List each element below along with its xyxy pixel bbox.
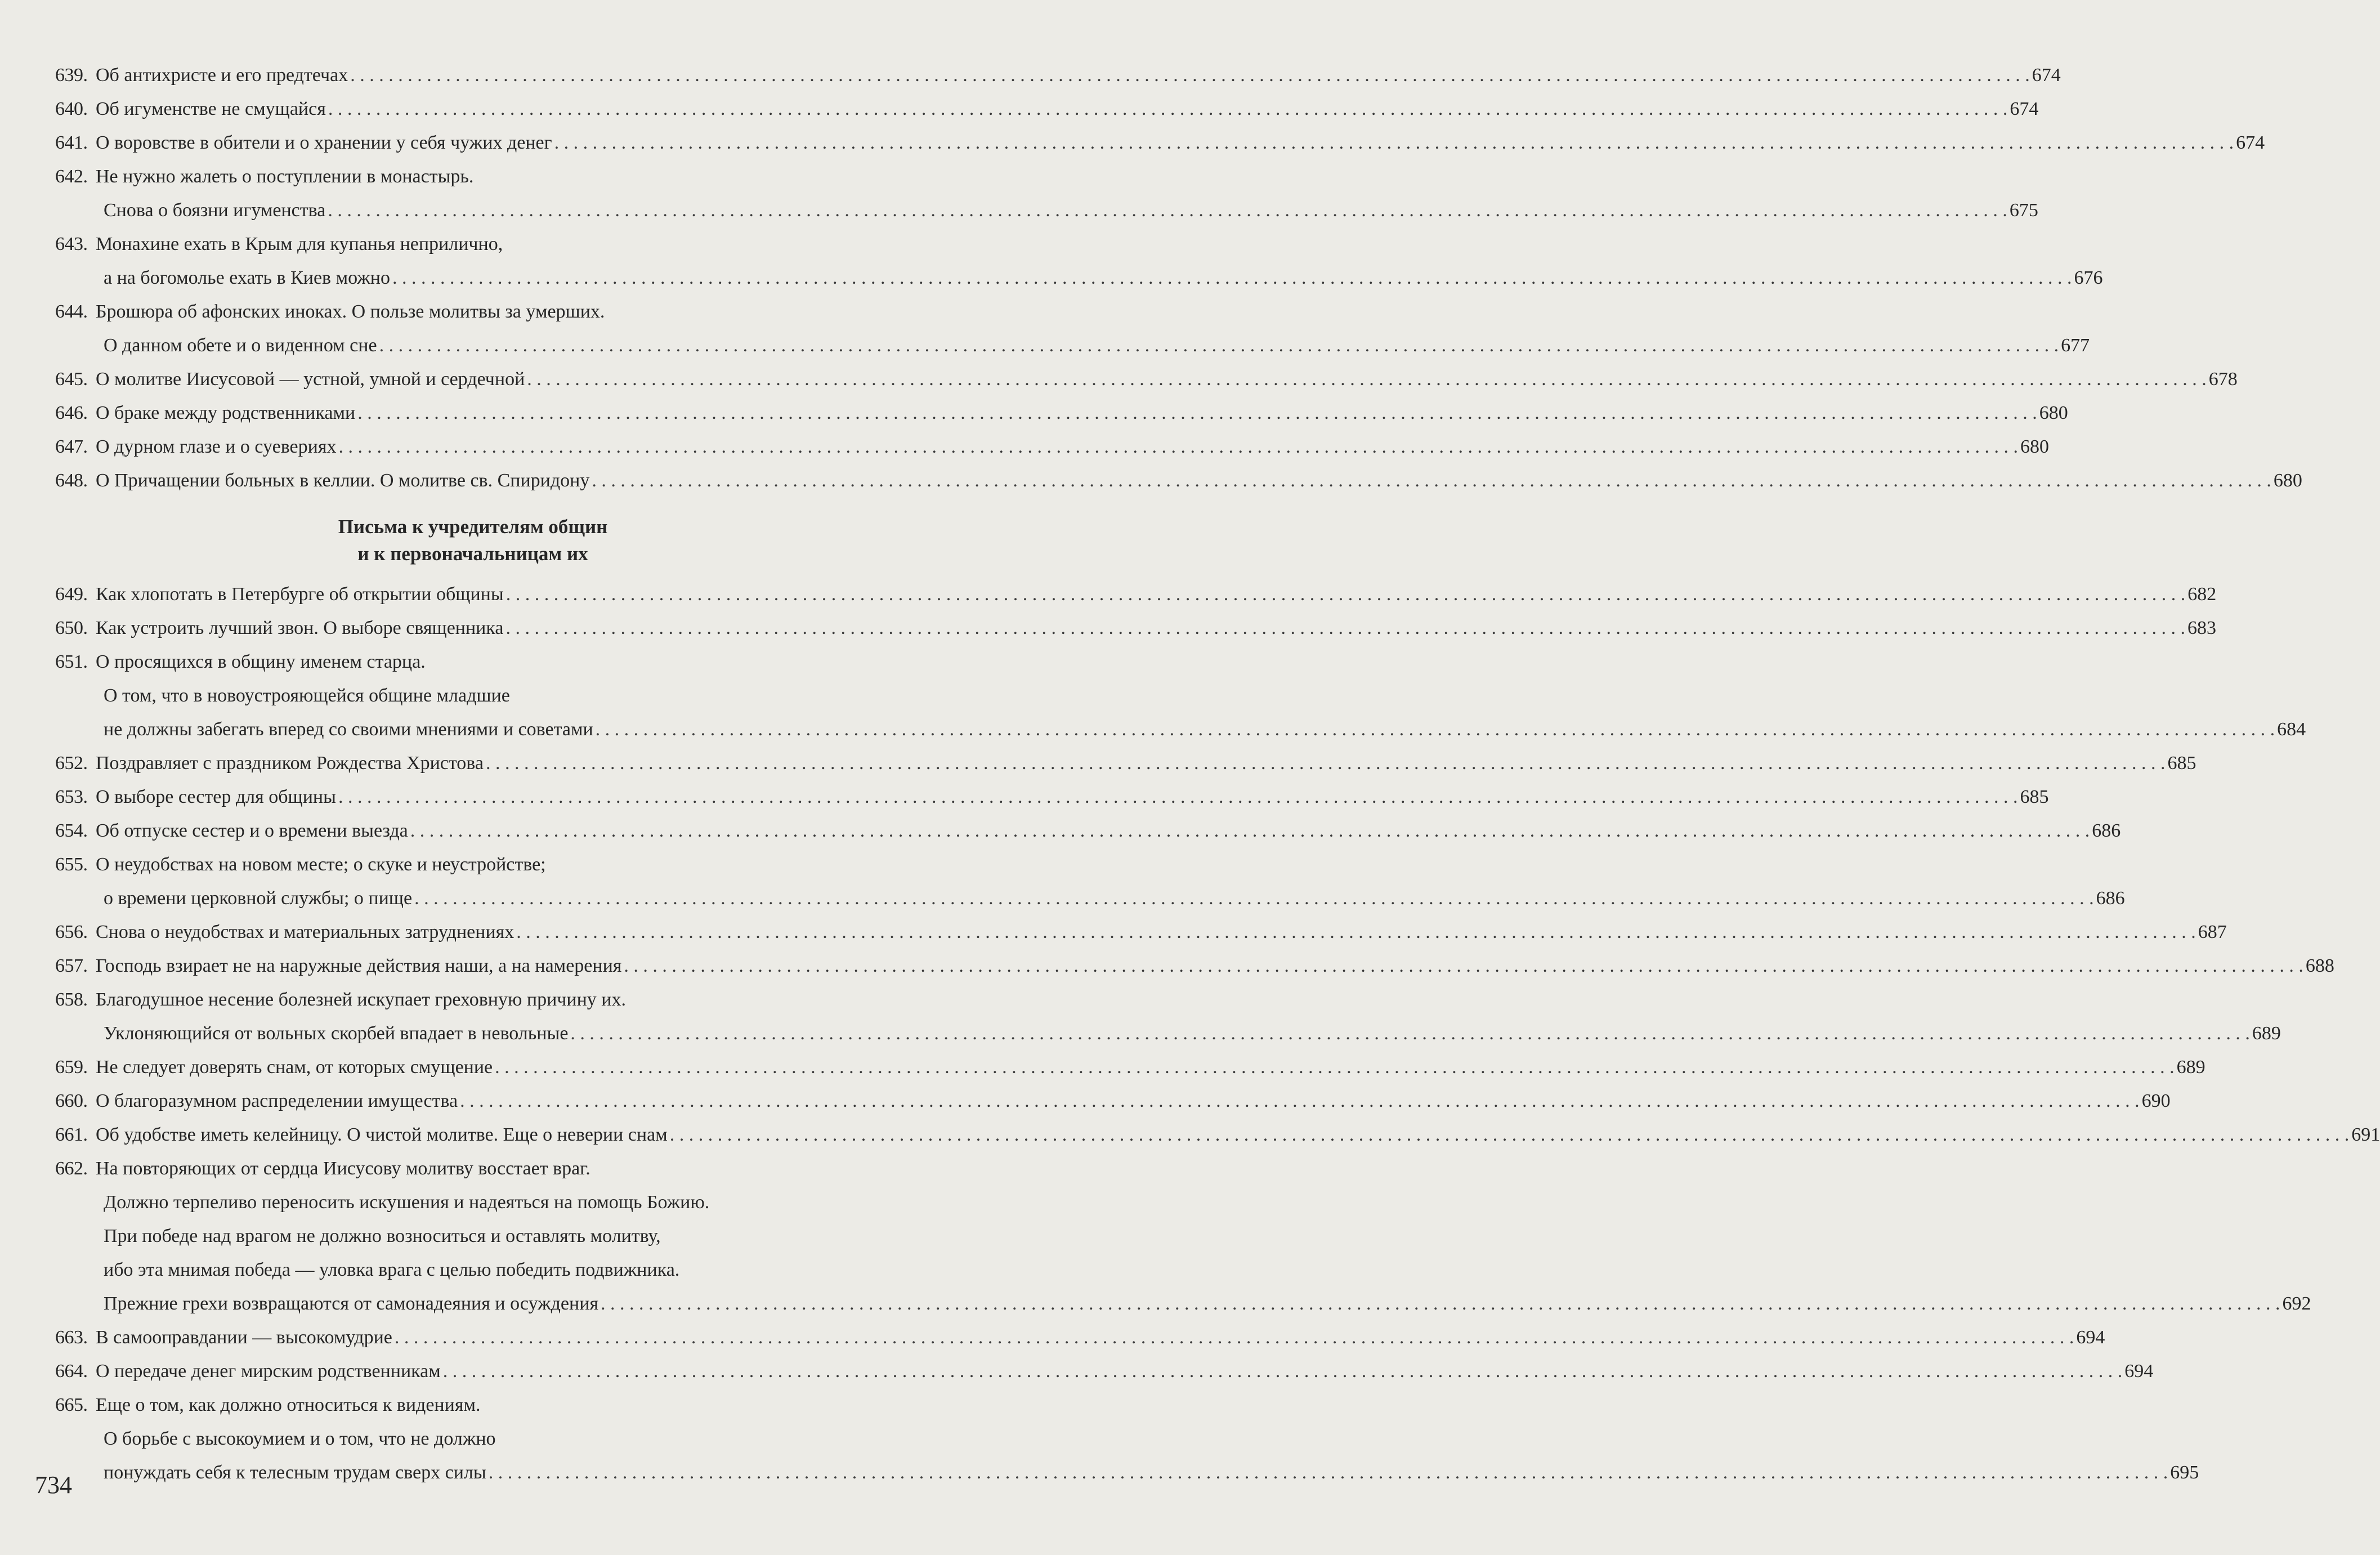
dot-leader — [460, 1084, 2140, 1118]
dot-leader — [570, 1017, 2250, 1051]
page-number: 734 — [35, 1471, 72, 1499]
toc-entry-title: Поздравляет с праздником Рождества Христова — [96, 753, 484, 774]
toc-entry — [55, 1051, 2205, 1084]
toc-entry-page: 689 — [2176, 1057, 2205, 1078]
toc-entry-title: О благоразумном распределении имущества — [96, 1091, 458, 1111]
toc-entry-page: 677 — [2061, 335, 2090, 356]
toc-entry — [55, 611, 2216, 645]
toc-entry-page: 684 — [2277, 719, 2306, 740]
toc-entry-page: 695 — [2170, 1462, 2199, 1483]
toc-entry-title: Как устроить лучший звон. О выборе священника — [96, 618, 504, 638]
toc-entry-title: ибо эта мнимая победа — уловка врага с целью победить подвижника. — [104, 1259, 680, 1280]
toc-entry-number: 645. — [55, 369, 88, 390]
toc-entry-title: Об антихристе и его предтечах — [96, 65, 348, 86]
dot-leader — [410, 814, 2090, 848]
toc-entry-title: О дурном глазе и о суевериях — [96, 436, 337, 457]
toc-entry — [55, 1355, 2154, 1388]
toc-entry-title: о времени церковной службы; о пище — [104, 888, 413, 909]
toc-entry-number: 658. — [55, 989, 88, 1010]
dot-leader — [670, 1118, 2350, 1152]
dot-leader — [443, 1355, 2123, 1388]
toc-entry-page: 688 — [2305, 955, 2334, 976]
dot-leader — [527, 363, 2207, 396]
toc-entry-title: О молитве Иисусовой — устной, умной и сердечной — [96, 369, 525, 390]
toc-entry — [55, 983, 2281, 1051]
dot-leader — [516, 915, 2196, 949]
dot-leader — [392, 261, 2072, 295]
toc-entry-page: 680 — [2039, 403, 2068, 423]
toc-entry-page: 692 — [2282, 1293, 2311, 1314]
toc-entry — [55, 848, 2125, 915]
toc-entry — [55, 1152, 2311, 1321]
toc-entry — [55, 1118, 2380, 1152]
toc-entry-page: 680 — [2273, 470, 2302, 491]
toc-entry-page: 686 — [2096, 888, 2125, 909]
toc-entry-number: 648. — [55, 470, 88, 491]
toc-entry-number: 659. — [55, 1057, 88, 1078]
section-heading-line-1: Письма к учредителям общин — [338, 516, 608, 538]
toc-entry-page: 685 — [2167, 753, 2196, 774]
dot-leader — [395, 1321, 2074, 1355]
toc-entry-number: 653. — [55, 787, 88, 807]
dot-leader — [328, 92, 2008, 126]
toc-entry-number: 663. — [55, 1327, 88, 1348]
toc-entry-page: 676 — [2074, 267, 2103, 288]
toc-entry-title: О выборе сестер для общины — [96, 787, 336, 807]
toc-entry-title: При победе над врагом не должно возноситься и оставлять молитву, — [104, 1226, 661, 1246]
toc-entry-title: О данном обете и о виденном сне — [104, 335, 377, 356]
toc-entry-page: 689 — [2252, 1023, 2281, 1044]
dot-leader — [506, 578, 2186, 611]
toc-entry-title: Об игуменстве не смущайся — [96, 99, 326, 119]
toc-entry — [55, 1388, 2199, 1490]
toc-entry-number: 646. — [55, 403, 88, 423]
dot-leader — [505, 611, 2185, 645]
toc-entry — [55, 59, 2061, 92]
toc-entry-page: 674 — [2010, 99, 2039, 119]
toc-entry — [55, 363, 2238, 396]
dot-leader — [596, 713, 2275, 747]
toc-entry-title: О просящихся в общину именем старца. — [96, 651, 426, 672]
toc-entry-title: О том, что в новоустрояющейся общине младшие — [104, 685, 510, 706]
toc-entry-number: 642. — [55, 166, 88, 187]
toc-entry — [55, 578, 2217, 611]
toc-entry — [55, 1321, 2105, 1355]
dot-leader — [601, 1287, 2280, 1321]
toc-entry-title: Об отпуске сестер и о времени выезда — [96, 820, 408, 841]
toc-entry-title: понуждать себя к телесным трудам сверх силы — [104, 1462, 486, 1483]
toc-entry — [55, 814, 2121, 848]
toc-entry-title: Монахине ехать в Крым для купанья неприлично, — [96, 234, 503, 254]
toc-entry-title: О борьбе с высокоумием и о том, что не должно — [104, 1428, 496, 1449]
toc-entry — [55, 126, 2265, 160]
toc-entry-page: 686 — [2092, 820, 2121, 841]
toc-entry — [55, 430, 2049, 464]
toc-entry — [55, 396, 2068, 430]
toc-entry-number: 647. — [55, 436, 88, 457]
toc-entry-title: Об удобстве иметь келейницу. О чистой молитве. Еще о неверии снам — [96, 1124, 668, 1145]
toc-entry-page: 694 — [2076, 1327, 2105, 1348]
dot-leader — [495, 1051, 2175, 1084]
toc-entry-number: 662. — [55, 1158, 88, 1179]
toc-entry — [55, 747, 2196, 780]
toc-entry-title: Благодушное несение болезней искупает греховную причину их. — [96, 989, 626, 1010]
toc-entry-number: 665. — [55, 1395, 88, 1415]
toc-entry — [55, 295, 2090, 363]
toc-entry-page: 687 — [2198, 922, 2227, 942]
toc-entry-number: 657. — [55, 955, 88, 976]
toc-entry — [55, 949, 2334, 983]
toc-entry-title: Уклоняющийся от вольных скорбей впадает в невольные — [104, 1023, 569, 1044]
toc-entry-page: 678 — [2208, 369, 2238, 390]
toc-entry-title: Снова о неудобствах и материальных затруднениях — [96, 922, 515, 942]
toc-entry-number: 652. — [55, 753, 88, 774]
dot-leader — [414, 882, 2094, 915]
toc-entry-title: В самооправдании — высокомудрие — [96, 1327, 392, 1348]
toc-entry-number: 656. — [55, 922, 88, 942]
toc-entry-title: Не нужно жалеть о поступлении в монастырь. — [96, 166, 474, 187]
toc-entry — [55, 92, 2039, 126]
toc-entry — [55, 160, 2038, 227]
toc-entry-number: 651. — [55, 651, 88, 672]
toc-entry-title: О браке между родственниками — [96, 403, 356, 423]
dot-leader — [338, 780, 2018, 814]
toc-entry-number: 655. — [55, 854, 88, 875]
dot-leader — [489, 1456, 2168, 1490]
toc-entry — [55, 645, 2306, 747]
toc-entry-page: 694 — [2124, 1361, 2154, 1382]
toc-entry-title: Не следует доверять снам, от которых смущение — [96, 1057, 493, 1078]
section-heading-line-2: и к первоначальницам их — [357, 543, 588, 565]
toc-entry-number: 640. — [55, 99, 88, 119]
toc-entry-number: 643. — [55, 234, 88, 254]
toc-entry-page: 682 — [2187, 584, 2217, 605]
toc-entry-number: 661. — [55, 1124, 88, 1145]
toc-entry-title: Должно терпеливо переносить искушения и надеяться на помощь Божию. — [104, 1192, 710, 1213]
toc-entry-title: О Причащении больных в келлии. О молитве св. Спиридону — [96, 470, 590, 491]
toc-entry-number: 644. — [55, 301, 88, 322]
dot-leader — [350, 59, 2030, 92]
dot-leader — [486, 747, 2166, 780]
dot-leader — [379, 329, 2059, 363]
dot-leader — [328, 194, 2007, 227]
toc-entry-title: Как хлопотать в Петербурге об открытии общины — [96, 584, 504, 605]
toc-entry-title: На повторяющих от сердца Иисусову молитву восстает враг. — [96, 1158, 590, 1179]
toc-entry-title: Прежние грехи возвращаются от самонадеяния и осуждения — [104, 1293, 599, 1314]
toc-entry-number: 649. — [55, 584, 88, 605]
toc-entry-page: 675 — [2009, 200, 2038, 221]
dot-leader — [357, 396, 2037, 430]
toc-entry — [55, 227, 2103, 295]
toc-entry — [55, 915, 2227, 949]
toc-entry-title: Брошюра об афонских иноках. О пользе молитвы за умерших. — [96, 301, 605, 322]
toc-entry — [55, 464, 2302, 498]
toc-entry-number: 650. — [55, 618, 88, 638]
dot-leader — [554, 126, 2234, 160]
toc-entry-page: 691 — [2351, 1124, 2380, 1145]
toc-entry-title: не должны забегать вперед со своими мнениями и советами — [104, 719, 593, 740]
toc-entry-page: 674 — [2032, 65, 2061, 86]
toc-entry-title: Еще о том, как должно относиться к видениям. — [96, 1395, 481, 1415]
dot-leader — [592, 464, 2271, 498]
toc-entry-title: О воровстве в обители и о хранении у себя чужих денег — [96, 132, 552, 153]
toc-entry-title: Снова о боязни игуменства — [104, 200, 326, 221]
toc-entry-number: 664. — [55, 1361, 88, 1382]
toc-entry-page: 690 — [2141, 1091, 2171, 1111]
toc-entry — [55, 1084, 2171, 1118]
dot-leader — [338, 430, 2018, 464]
toc-entry-number: 641. — [55, 132, 88, 153]
toc-entry-number: 654. — [55, 820, 88, 841]
toc-entry-title: О передаче денег мирским родственникам — [96, 1361, 441, 1382]
toc-entry-page: 680 — [2020, 436, 2049, 457]
toc-entry-number: 639. — [55, 65, 88, 86]
toc-entry-page: 685 — [2020, 787, 2049, 807]
toc-entry-title: а на богомолье ехать в Киев можно — [104, 267, 390, 288]
toc-entry-title: Господь взирает не на наружные действия наши, а на намерения — [96, 955, 622, 976]
toc-entry-title: О неудобствах на новом месте; о скуке и неустройстве; — [96, 854, 546, 875]
toc-entry-number: 660. — [55, 1091, 88, 1111]
toc-entry-page: 683 — [2187, 618, 2216, 638]
dot-leader — [624, 949, 2303, 983]
toc-entry-page: 674 — [2236, 132, 2265, 153]
toc-entry — [55, 780, 2049, 814]
